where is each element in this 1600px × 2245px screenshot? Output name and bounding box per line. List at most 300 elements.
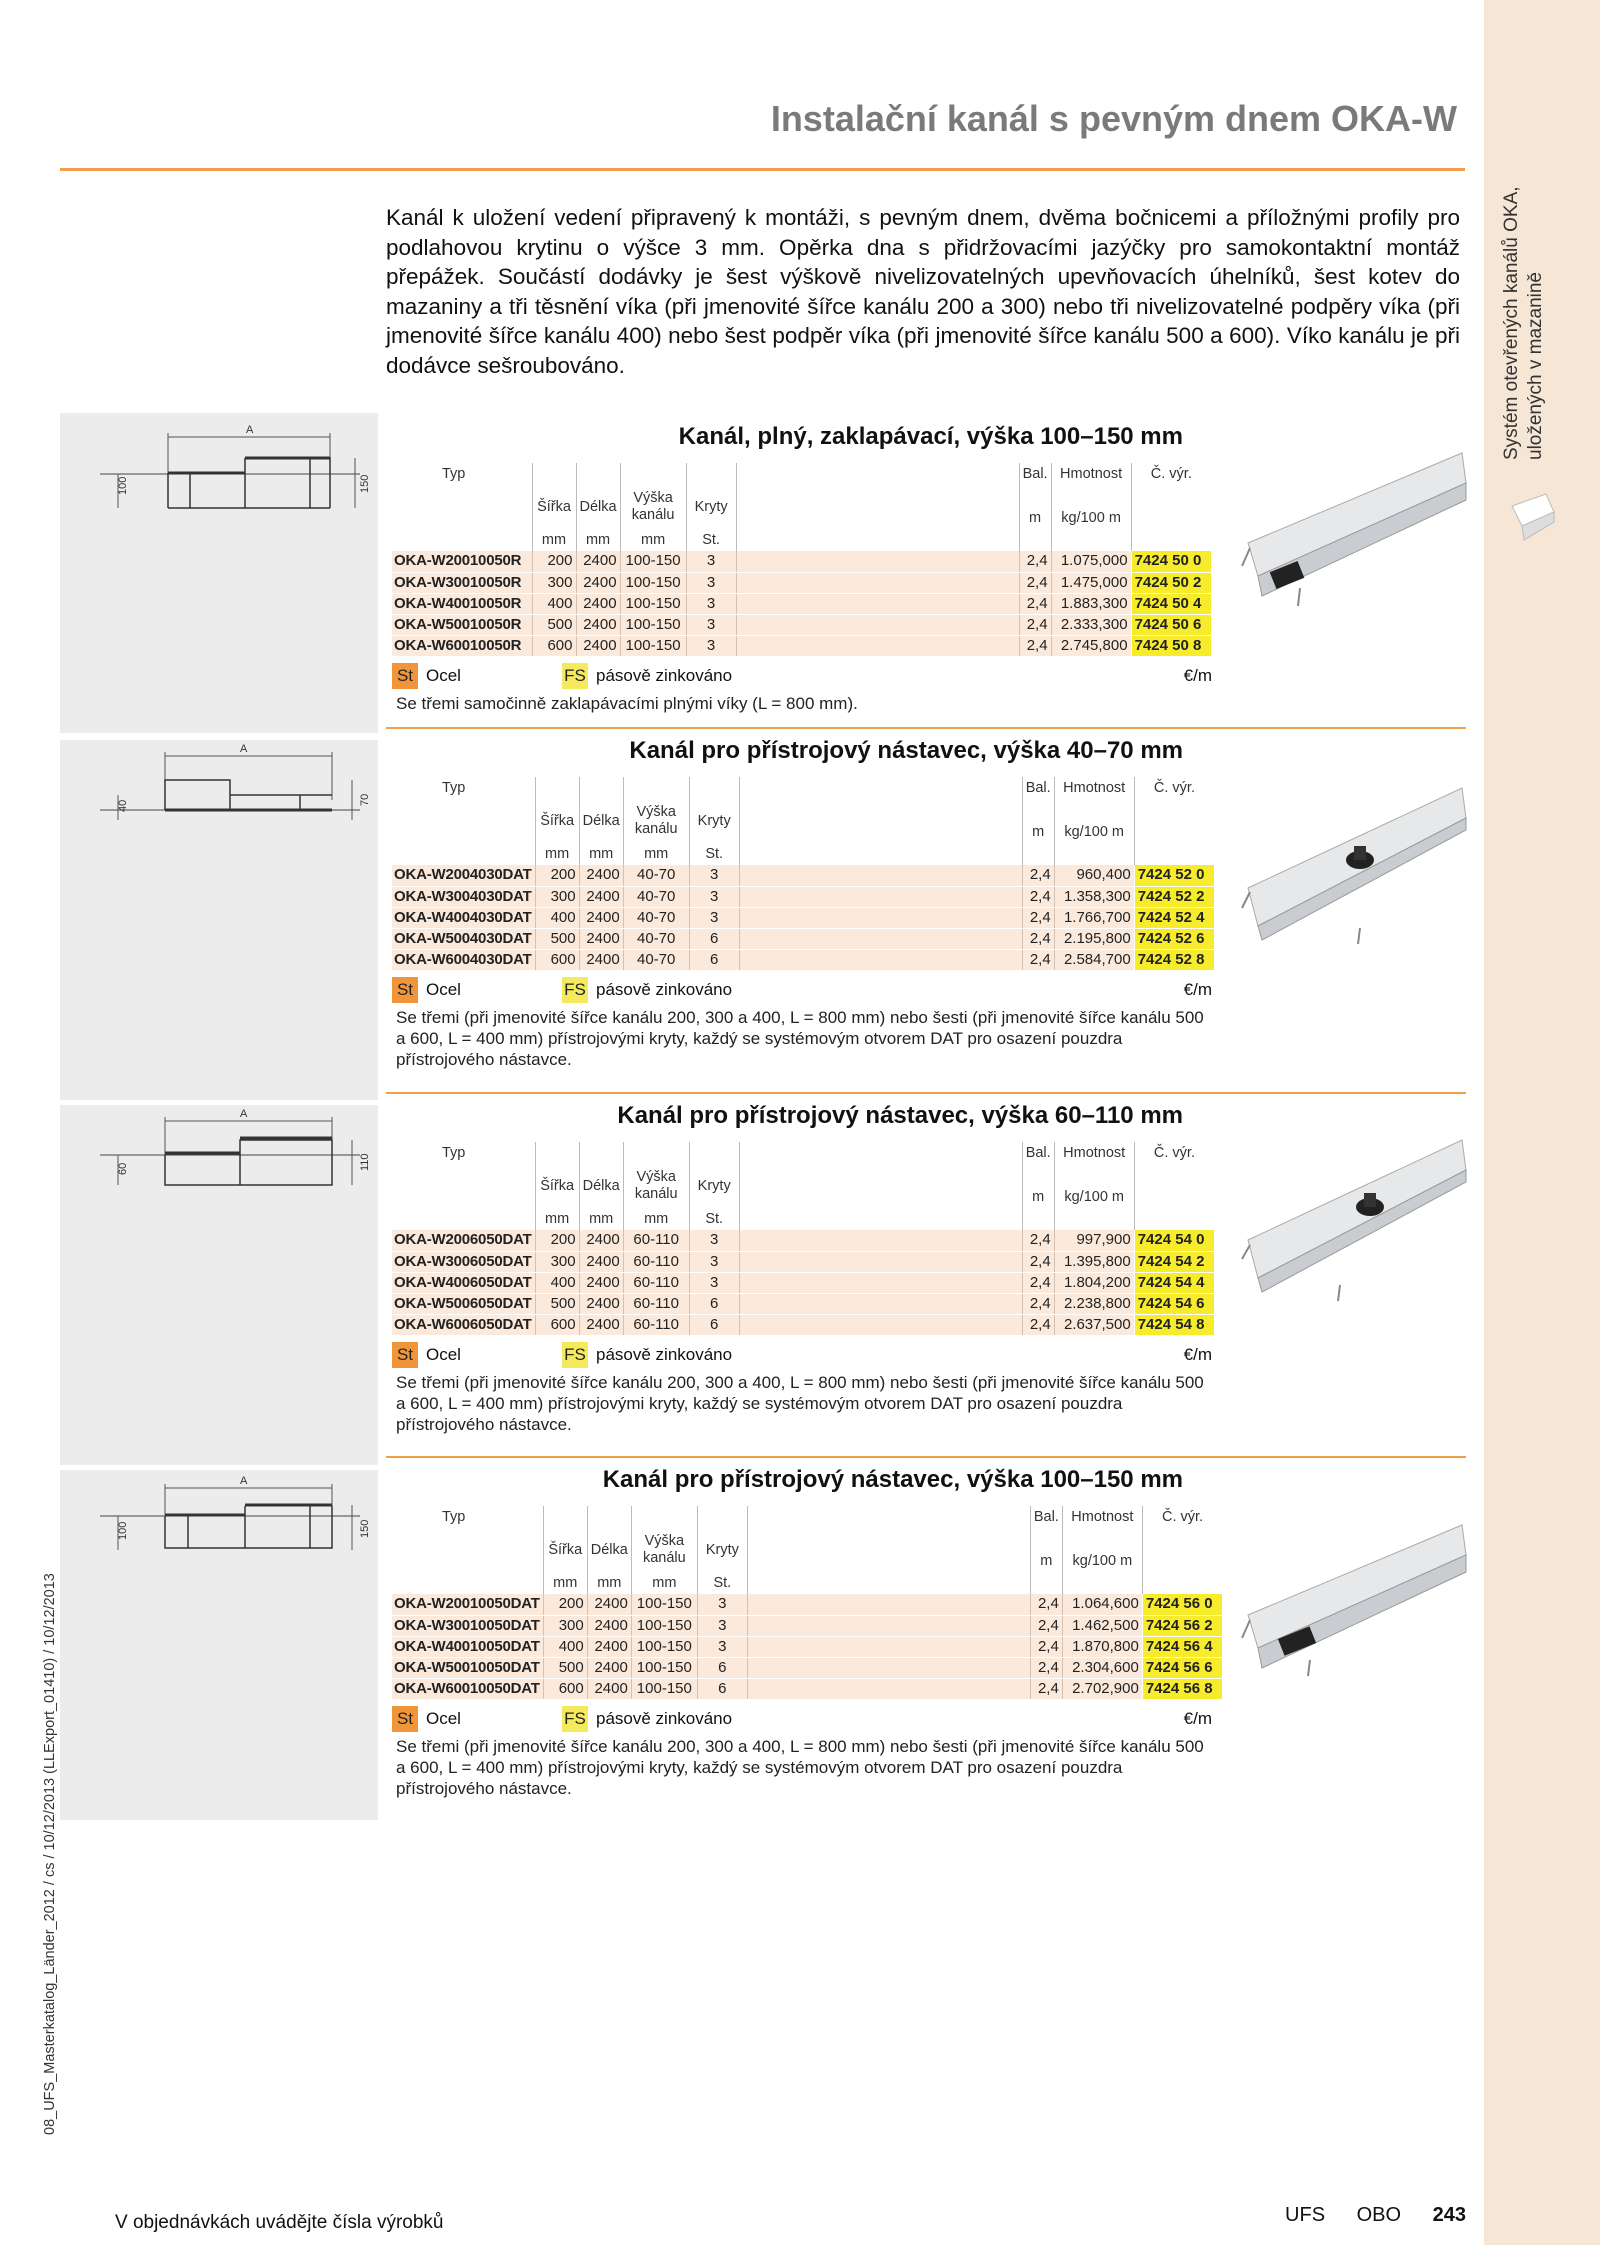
col-bal: Bal.	[1022, 1142, 1054, 1164]
finish-label: pásově zinkováno	[596, 980, 733, 999]
cell-delka: 2400	[579, 1230, 623, 1251]
cell-hmotnost: 1.358,300	[1054, 886, 1134, 907]
cell-vyska: 40-70	[623, 907, 689, 928]
cell-typ: OKA-W20010050DAT	[392, 1594, 543, 1615]
table-row	[392, 551, 1211, 572]
cell-article-number: 7424 50 6	[1131, 614, 1211, 635]
cell-typ: OKA-W50010050R	[392, 614, 532, 635]
cell-article-number: 7424 52 0	[1134, 865, 1214, 886]
cell-hmotnost: 1.462,500	[1062, 1615, 1142, 1636]
col-bal: Bal.	[1030, 1506, 1062, 1528]
cell-typ: OKA-W40010050DAT	[392, 1636, 543, 1657]
cell-bal: 2,4	[1030, 1615, 1062, 1636]
cell-delka: 2400	[576, 614, 620, 635]
cell-bal: 2,4	[1019, 572, 1051, 593]
cell-sirka: 400	[535, 907, 579, 928]
cell-vyska: 60-110	[623, 1230, 689, 1251]
cell-vyska: 100-150	[631, 1636, 697, 1657]
price-unit: €/m	[1183, 666, 1212, 685]
cell-typ: OKA-W2004030DAT	[392, 865, 535, 886]
cell-kryty: 6	[697, 1657, 747, 1678]
section-note: Se třemi (při jmenovité šířce kanálu 200, 300 a 400, L = 800 mm) nebo šesti (při jmenovité šířce kanálu 500 a 600, L = 400 mm) přístrojovými kryty, každý se systémovým otvorem DAT pro osazení pouzdra přístrojového nástavce.	[396, 1008, 1204, 1069]
cell-article-number: 7424 50 8	[1131, 635, 1211, 656]
col-delka: Délka	[587, 1528, 631, 1572]
badge-st: St	[392, 977, 418, 1003]
cell-kryty: 3	[689, 886, 739, 907]
cell-typ: OKA-W50010050DAT	[392, 1657, 543, 1678]
cell-hmotnost: 2.584,700	[1054, 949, 1134, 970]
cell-sirka: 200	[532, 551, 576, 572]
cell-bal: 2,4	[1022, 1314, 1054, 1335]
footer-ufs: UFS	[1285, 2204, 1326, 2226]
cell-typ: OKA-W60010050R	[392, 635, 532, 656]
spec-table	[392, 463, 1211, 657]
dim-right: 110	[359, 1153, 371, 1171]
cell-delka: 2400	[579, 1314, 623, 1335]
cell-delka: 2400	[579, 886, 623, 907]
dim-right: 150	[359, 1519, 371, 1538]
material-label: Ocel	[426, 1709, 461, 1728]
cell-kryty: 6	[689, 1293, 739, 1314]
cell-delka: 2400	[579, 1293, 623, 1314]
cell-bal: 2,4	[1019, 635, 1051, 656]
section-rule	[386, 1092, 1466, 1094]
unit-st: St.	[686, 529, 736, 551]
col-vyska: Výška kanálu	[623, 799, 689, 843]
badge-fs: FS	[562, 1342, 588, 1368]
cell-hmotnost: 960,400	[1054, 865, 1134, 886]
cell-sirka: 300	[535, 886, 579, 907]
cell-kryty: 3	[686, 614, 736, 635]
cell-sirka: 200	[535, 865, 579, 886]
channel-tab-icon	[1510, 492, 1556, 544]
cell-article-number: 7424 50 4	[1131, 593, 1211, 614]
cell-kryty: 3	[689, 907, 739, 928]
cell-sirka: 400	[535, 1272, 579, 1293]
cell-article-number: 7424 54 6	[1134, 1293, 1214, 1314]
cell-hmotnost: 1.475,000	[1051, 572, 1131, 593]
material-row	[392, 1342, 1212, 1368]
table-row	[392, 1251, 1214, 1272]
cell-bal: 2,4	[1030, 1678, 1062, 1699]
dim-left: 60	[117, 1162, 129, 1175]
table-row	[392, 865, 1214, 886]
cell-typ: OKA-W30010050DAT	[392, 1615, 543, 1636]
cell-vyska: 100-150	[620, 635, 686, 656]
unit-kg: kg/100 m	[1054, 1186, 1134, 1208]
unit-mm: mm	[535, 843, 579, 865]
cell-article-number: 7424 54 2	[1134, 1251, 1214, 1272]
cell-typ: OKA-W20010050R	[392, 551, 532, 572]
cell-hmotnost: 1.766,700	[1054, 907, 1134, 928]
side-tab-line-2: uložených v mazanině	[1525, 272, 1546, 460]
cell-kryty: 3	[686, 635, 736, 656]
cell-article-number: 7424 56 0	[1142, 1594, 1222, 1615]
cell-delka: 2400	[587, 1594, 631, 1615]
cell-sirka: 600	[535, 1314, 579, 1335]
cell-hmotnost: 2.333,300	[1051, 614, 1131, 635]
spec-table	[392, 1506, 1222, 1700]
cross-section-diagram-2	[60, 740, 378, 1100]
dim-a-label: A	[246, 424, 254, 436]
table-row	[392, 886, 1214, 907]
cell-vyska: 100-150	[631, 1594, 697, 1615]
cell-sirka: 500	[543, 1657, 587, 1678]
cell-bal: 2,4	[1022, 865, 1054, 886]
cell-sirka: 300	[532, 572, 576, 593]
col-cvyr: Č. výr.	[1134, 1142, 1214, 1164]
cell-bal: 2,4	[1022, 1230, 1054, 1251]
footer-brand	[1259, 2204, 1466, 2227]
cell-hmotnost: 2.238,800	[1054, 1293, 1134, 1314]
col-hmotnost: Hmotnost	[1062, 1506, 1142, 1528]
cell-sirka: 300	[543, 1615, 587, 1636]
title-rule	[60, 168, 1465, 171]
page-number: 243	[1432, 2204, 1466, 2226]
dim-left: 100	[117, 476, 129, 495]
cell-delka: 2400	[576, 572, 620, 593]
cell-article-number: 7424 54 0	[1134, 1230, 1214, 1251]
cross-section-diagram-3	[60, 1105, 378, 1465]
table-row	[392, 1615, 1222, 1636]
cell-sirka: 200	[543, 1594, 587, 1615]
cell-kryty: 3	[686, 593, 736, 614]
table-row	[392, 1636, 1222, 1657]
cell-typ: OKA-W5004030DAT	[392, 928, 535, 949]
cell-typ: OKA-W2006050DAT	[392, 1230, 535, 1251]
cell-bal: 2,4	[1019, 614, 1051, 635]
col-typ: Typ	[392, 1142, 535, 1164]
table-row	[392, 593, 1211, 614]
cell-bal: 2,4	[1030, 1594, 1062, 1615]
product-image-1	[1240, 448, 1470, 618]
unit-mm: mm	[587, 1572, 631, 1594]
dim-a-label: A	[240, 743, 248, 755]
section-title: Kanál, plný, zaklapávací, výška 100–150 mm	[678, 423, 1183, 450]
price-unit: €/m	[1183, 1709, 1212, 1728]
col-delka: Délka	[579, 1164, 623, 1208]
cell-article-number: 7424 56 8	[1142, 1678, 1222, 1699]
cell-delka: 2400	[587, 1615, 631, 1636]
cell-delka: 2400	[579, 1251, 623, 1272]
unit-st: St.	[689, 1208, 739, 1230]
cell-kryty: 3	[697, 1636, 747, 1657]
cell-article-number: 7424 50 2	[1131, 572, 1211, 593]
cell-kryty: 6	[697, 1678, 747, 1699]
section-title: Kanál pro přístrojový nástavec, výška 60–110 mm	[617, 1102, 1183, 1129]
cell-kryty: 3	[689, 1230, 739, 1251]
page-title: Instalační kanál s pevným dnem OKA-W	[770, 98, 1457, 139]
cell-sirka: 400	[543, 1636, 587, 1657]
col-bal: Bal.	[1022, 777, 1054, 799]
cross-section-diagram-4	[60, 1470, 378, 1820]
cell-bal: 2,4	[1022, 949, 1054, 970]
col-sirka: Šířka	[532, 485, 576, 529]
col-kryty: Kryty	[686, 485, 736, 529]
cell-kryty: 3	[689, 1251, 739, 1272]
cell-sirka: 500	[532, 614, 576, 635]
table-row	[392, 635, 1211, 656]
section-rule	[386, 727, 1466, 729]
table-row	[392, 949, 1214, 970]
footer-order-note: V objednávkách uvádějte čísla výrobků	[115, 2212, 444, 2233]
col-kryty: Kryty	[697, 1528, 747, 1572]
col-cvyr: Č. výr.	[1134, 777, 1214, 799]
table-row	[392, 1314, 1214, 1335]
cell-vyska: 100-150	[631, 1678, 697, 1699]
unit-mm: mm	[535, 1208, 579, 1230]
col-kryty: Kryty	[689, 1164, 739, 1208]
dim-left: 100	[117, 1521, 129, 1540]
col-vyska: Výška kanálu	[631, 1528, 697, 1572]
cell-bal: 2,4	[1022, 1251, 1054, 1272]
cell-hmotnost: 2.702,900	[1062, 1678, 1142, 1699]
col-hmotnost: Hmotnost	[1054, 777, 1134, 799]
cell-vyska: 100-150	[620, 551, 686, 572]
col-sirka: Šířka	[535, 799, 579, 843]
col-delka: Délka	[579, 799, 623, 843]
cell-vyska: 40-70	[623, 949, 689, 970]
cell-bal: 2,4	[1022, 928, 1054, 949]
cell-article-number: 7424 56 6	[1142, 1657, 1222, 1678]
cell-hmotnost: 2.745,800	[1051, 635, 1131, 656]
cell-hmotnost: 2.637,500	[1054, 1314, 1134, 1335]
cell-typ: OKA-W5006050DAT	[392, 1293, 535, 1314]
price-unit: €/m	[1183, 980, 1212, 999]
cell-article-number: 7424 52 6	[1134, 928, 1214, 949]
cell-hmotnost: 1.075,000	[1051, 551, 1131, 572]
cell-delka: 2400	[579, 865, 623, 886]
unit-m: m	[1019, 507, 1051, 529]
price-unit: €/m	[1183, 1345, 1212, 1364]
material-row	[392, 663, 1212, 689]
cell-typ: OKA-W3004030DAT	[392, 886, 535, 907]
material-label: Ocel	[426, 666, 461, 685]
cell-bal: 2,4	[1022, 907, 1054, 928]
table-row	[392, 928, 1214, 949]
section-title: Kanál pro přístrojový nástavec, výška 40–70 mm	[629, 737, 1183, 764]
section-title: Kanál pro přístrojový nástavec, výška 100–150 mm	[602, 1466, 1183, 1493]
cell-delka: 2400	[587, 1636, 631, 1657]
finish-label: pásově zinkováno	[596, 1345, 733, 1364]
cell-kryty: 6	[689, 928, 739, 949]
unit-m: m	[1022, 821, 1054, 843]
unit-mm: mm	[543, 1572, 587, 1594]
finish-label: pásově zinkováno	[596, 666, 733, 685]
cell-delka: 2400	[587, 1657, 631, 1678]
cell-article-number: 7424 50 0	[1131, 551, 1211, 572]
table-row	[392, 572, 1211, 593]
cell-typ: OKA-W6004030DAT	[392, 949, 535, 970]
table-row	[392, 1230, 1214, 1251]
dim-a-label: A	[240, 1108, 248, 1120]
material-row	[392, 977, 1212, 1003]
cell-hmotnost: 2.304,600	[1062, 1657, 1142, 1678]
cell-sirka: 300	[535, 1251, 579, 1272]
col-kryty: Kryty	[689, 799, 739, 843]
cell-vyska: 40-70	[623, 886, 689, 907]
section-rule	[386, 1456, 1466, 1458]
cell-hmotnost: 1.883,300	[1051, 593, 1131, 614]
cell-delka: 2400	[579, 949, 623, 970]
badge-fs: FS	[562, 977, 588, 1003]
section-note: Se třemi (při jmenovité šířce kanálu 200, 300 a 400, L = 800 mm) nebo šesti (při jmenovité šířce kanálu 500 a 600, L = 400 mm) přístrojovými kryty, každý se systémovým otvorem DAT pro osazení pouzdra přístrojového nástavce.	[396, 1737, 1204, 1798]
cell-kryty: 6	[689, 949, 739, 970]
unit-m: m	[1030, 1550, 1062, 1572]
cell-delka: 2400	[579, 928, 623, 949]
cell-kryty: 3	[697, 1615, 747, 1636]
badge-fs: FS	[562, 663, 588, 689]
cell-typ: OKA-W6006050DAT	[392, 1314, 535, 1335]
intro-paragraph: Kanál k uložení vedení připravený k montáži, s pevným dnem, dvěma bočnicemi a příložnými profily pro podlahovou krytinu o výšce 3 mm. Opěrka dna s přidržovacími jazýčky pro samokontaktní montáž přepážek. Součástí dodávky je šest výškově nivelizovatelných upevňovacích úhelníků, šest kotev do mazaniny a tři těsnění víka (při jmenovité šířce kanálu 200 a 300) nebo tři nivelizovatelné podpěry víka (při jmenovité šířce kanálu 400) nebo šest podpěr víka (při jmenovité šířce kanálu 500 a 600). Víko kanálu je při dodávce sešroubováno.	[386, 205, 1460, 378]
badge-st: St	[392, 1342, 418, 1368]
cell-article-number: 7424 54 8	[1134, 1314, 1214, 1335]
cell-vyska: 100-150	[620, 614, 686, 635]
dim-a-label: A	[240, 1475, 248, 1487]
unit-mm: mm	[631, 1572, 697, 1594]
col-sirka: Šířka	[535, 1164, 579, 1208]
cell-sirka: 500	[535, 1293, 579, 1314]
cell-bal: 2,4	[1019, 593, 1051, 614]
cell-bal: 2,4	[1030, 1636, 1062, 1657]
cell-sirka: 600	[543, 1678, 587, 1699]
cell-hmotnost: 1.064,600	[1062, 1594, 1142, 1615]
cell-vyska: 40-70	[623, 865, 689, 886]
unit-mm: mm	[579, 843, 623, 865]
section-note: Se třemi samočinně zaklapávacími plnými víky (L = 800 mm).	[396, 694, 858, 713]
cell-vyska: 100-150	[631, 1615, 697, 1636]
cell-kryty: 3	[689, 865, 739, 886]
cell-hmotnost: 997,900	[1054, 1230, 1134, 1251]
unit-mm: mm	[623, 1208, 689, 1230]
table-row	[392, 1272, 1214, 1293]
cell-hmotnost: 1.804,200	[1054, 1272, 1134, 1293]
unit-kg: kg/100 m	[1051, 507, 1131, 529]
table-row	[392, 1594, 1222, 1615]
product-image-2	[1240, 768, 1470, 958]
cell-delka: 2400	[587, 1678, 631, 1699]
cell-article-number: 7424 52 8	[1134, 949, 1214, 970]
vertical-footer: 08_UFS_Masterkatalog_Länder_2012 / cs / 10/12/2013 (LLExport_01410) / 10/12/2013	[42, 1573, 58, 2135]
cell-sirka: 200	[535, 1230, 579, 1251]
cell-delka: 2400	[576, 593, 620, 614]
cell-vyska: 40-70	[623, 928, 689, 949]
col-vyska: Výška kanálu	[620, 485, 686, 529]
cell-typ: OKA-W4004030DAT	[392, 907, 535, 928]
footer-obo: OBO	[1356, 2204, 1402, 2226]
cell-typ: OKA-W30010050R	[392, 572, 532, 593]
unit-st: St.	[689, 843, 739, 865]
cell-sirka: 500	[535, 928, 579, 949]
col-vyska: Výška kanálu	[623, 1164, 689, 1208]
cell-typ: OKA-W3006050DAT	[392, 1251, 535, 1272]
cell-vyska: 60-110	[623, 1314, 689, 1335]
cell-kryty: 3	[686, 551, 736, 572]
col-typ: Typ	[392, 1506, 543, 1528]
cell-article-number: 7424 52 2	[1134, 886, 1214, 907]
cell-delka: 2400	[579, 907, 623, 928]
cell-bal: 2,4	[1022, 886, 1054, 907]
cell-sirka: 600	[535, 949, 579, 970]
cross-section-diagram-1	[60, 413, 378, 733]
cell-article-number: 7424 52 4	[1134, 907, 1214, 928]
cell-vyska: 100-150	[620, 593, 686, 614]
col-delka: Délka	[576, 485, 620, 529]
unit-mm: mm	[532, 529, 576, 551]
cell-typ: OKA-W40010050R	[392, 593, 532, 614]
material-label: Ocel	[426, 980, 461, 999]
table-row	[392, 1678, 1222, 1699]
cell-sirka: 600	[532, 635, 576, 656]
badge-st: St	[392, 1706, 418, 1732]
cell-bal: 2,4	[1022, 1293, 1054, 1314]
unit-kg: kg/100 m	[1062, 1550, 1142, 1572]
unit-st: St.	[697, 1572, 747, 1594]
finish-label: pásově zinkováno	[596, 1709, 733, 1728]
cell-kryty: 3	[689, 1272, 739, 1293]
cell-typ: OKA-W60010050DAT	[392, 1678, 543, 1699]
cell-hmotnost: 1.870,800	[1062, 1636, 1142, 1657]
cell-typ: OKA-W4006050DAT	[392, 1272, 535, 1293]
cell-delka: 2400	[579, 1272, 623, 1293]
col-bal: Bal.	[1019, 463, 1051, 485]
cell-kryty: 3	[697, 1594, 747, 1615]
product-image-3	[1240, 1135, 1470, 1310]
unit-kg: kg/100 m	[1054, 821, 1134, 843]
col-cvyr: Č. výr.	[1131, 463, 1211, 485]
unit-mm: mm	[620, 529, 686, 551]
cell-vyska: 100-150	[620, 572, 686, 593]
material-label: Ocel	[426, 1345, 461, 1364]
cell-bal: 2,4	[1030, 1657, 1062, 1678]
cell-vyska: 60-110	[623, 1293, 689, 1314]
cell-kryty: 3	[686, 572, 736, 593]
cell-article-number: 7424 56 2	[1142, 1615, 1222, 1636]
table-row	[392, 1657, 1222, 1678]
table-row	[392, 907, 1214, 928]
cell-vyska: 60-110	[623, 1251, 689, 1272]
spec-table	[392, 1142, 1214, 1336]
col-sirka: Šířka	[543, 1528, 587, 1572]
material-row	[392, 1706, 1212, 1732]
col-typ: Typ	[392, 463, 532, 485]
dim-right: 150	[359, 474, 371, 493]
badge-st: St	[392, 663, 418, 689]
unit-mm: mm	[623, 843, 689, 865]
side-tab-line-1: Systém otevřených kanálů OKA,	[1501, 186, 1522, 460]
cell-vyska: 100-150	[631, 1657, 697, 1678]
cell-hmotnost: 1.395,800	[1054, 1251, 1134, 1272]
product-image-4	[1240, 1520, 1470, 1680]
cell-kryty: 6	[689, 1314, 739, 1335]
cell-article-number: 7424 54 4	[1134, 1272, 1214, 1293]
side-tab-text	[1500, 40, 1548, 460]
cell-delka: 2400	[576, 551, 620, 572]
cell-delka: 2400	[576, 635, 620, 656]
table-row	[392, 614, 1211, 635]
section-note: Se třemi (při jmenovité šířce kanálu 200, 300 a 400, L = 800 mm) nebo šesti (při jmenovité šířce kanálu 500 a 600, L = 400 mm) přístrojovými kryty, každý se systémovým otvorem DAT pro osazení pouzdra přístrojového nástavce.	[396, 1373, 1204, 1434]
col-typ: Typ	[392, 777, 535, 799]
cell-hmotnost: 2.195,800	[1054, 928, 1134, 949]
col-hmotnost: Hmotnost	[1054, 1142, 1134, 1164]
col-hmotnost: Hmotnost	[1051, 463, 1131, 485]
unit-m: m	[1022, 1186, 1054, 1208]
cell-bal: 2,4	[1022, 1272, 1054, 1293]
cell-bal: 2,4	[1019, 551, 1051, 572]
cell-vyska: 60-110	[623, 1272, 689, 1293]
col-cvyr: Č. výr.	[1142, 1506, 1222, 1528]
table-row	[392, 1293, 1214, 1314]
